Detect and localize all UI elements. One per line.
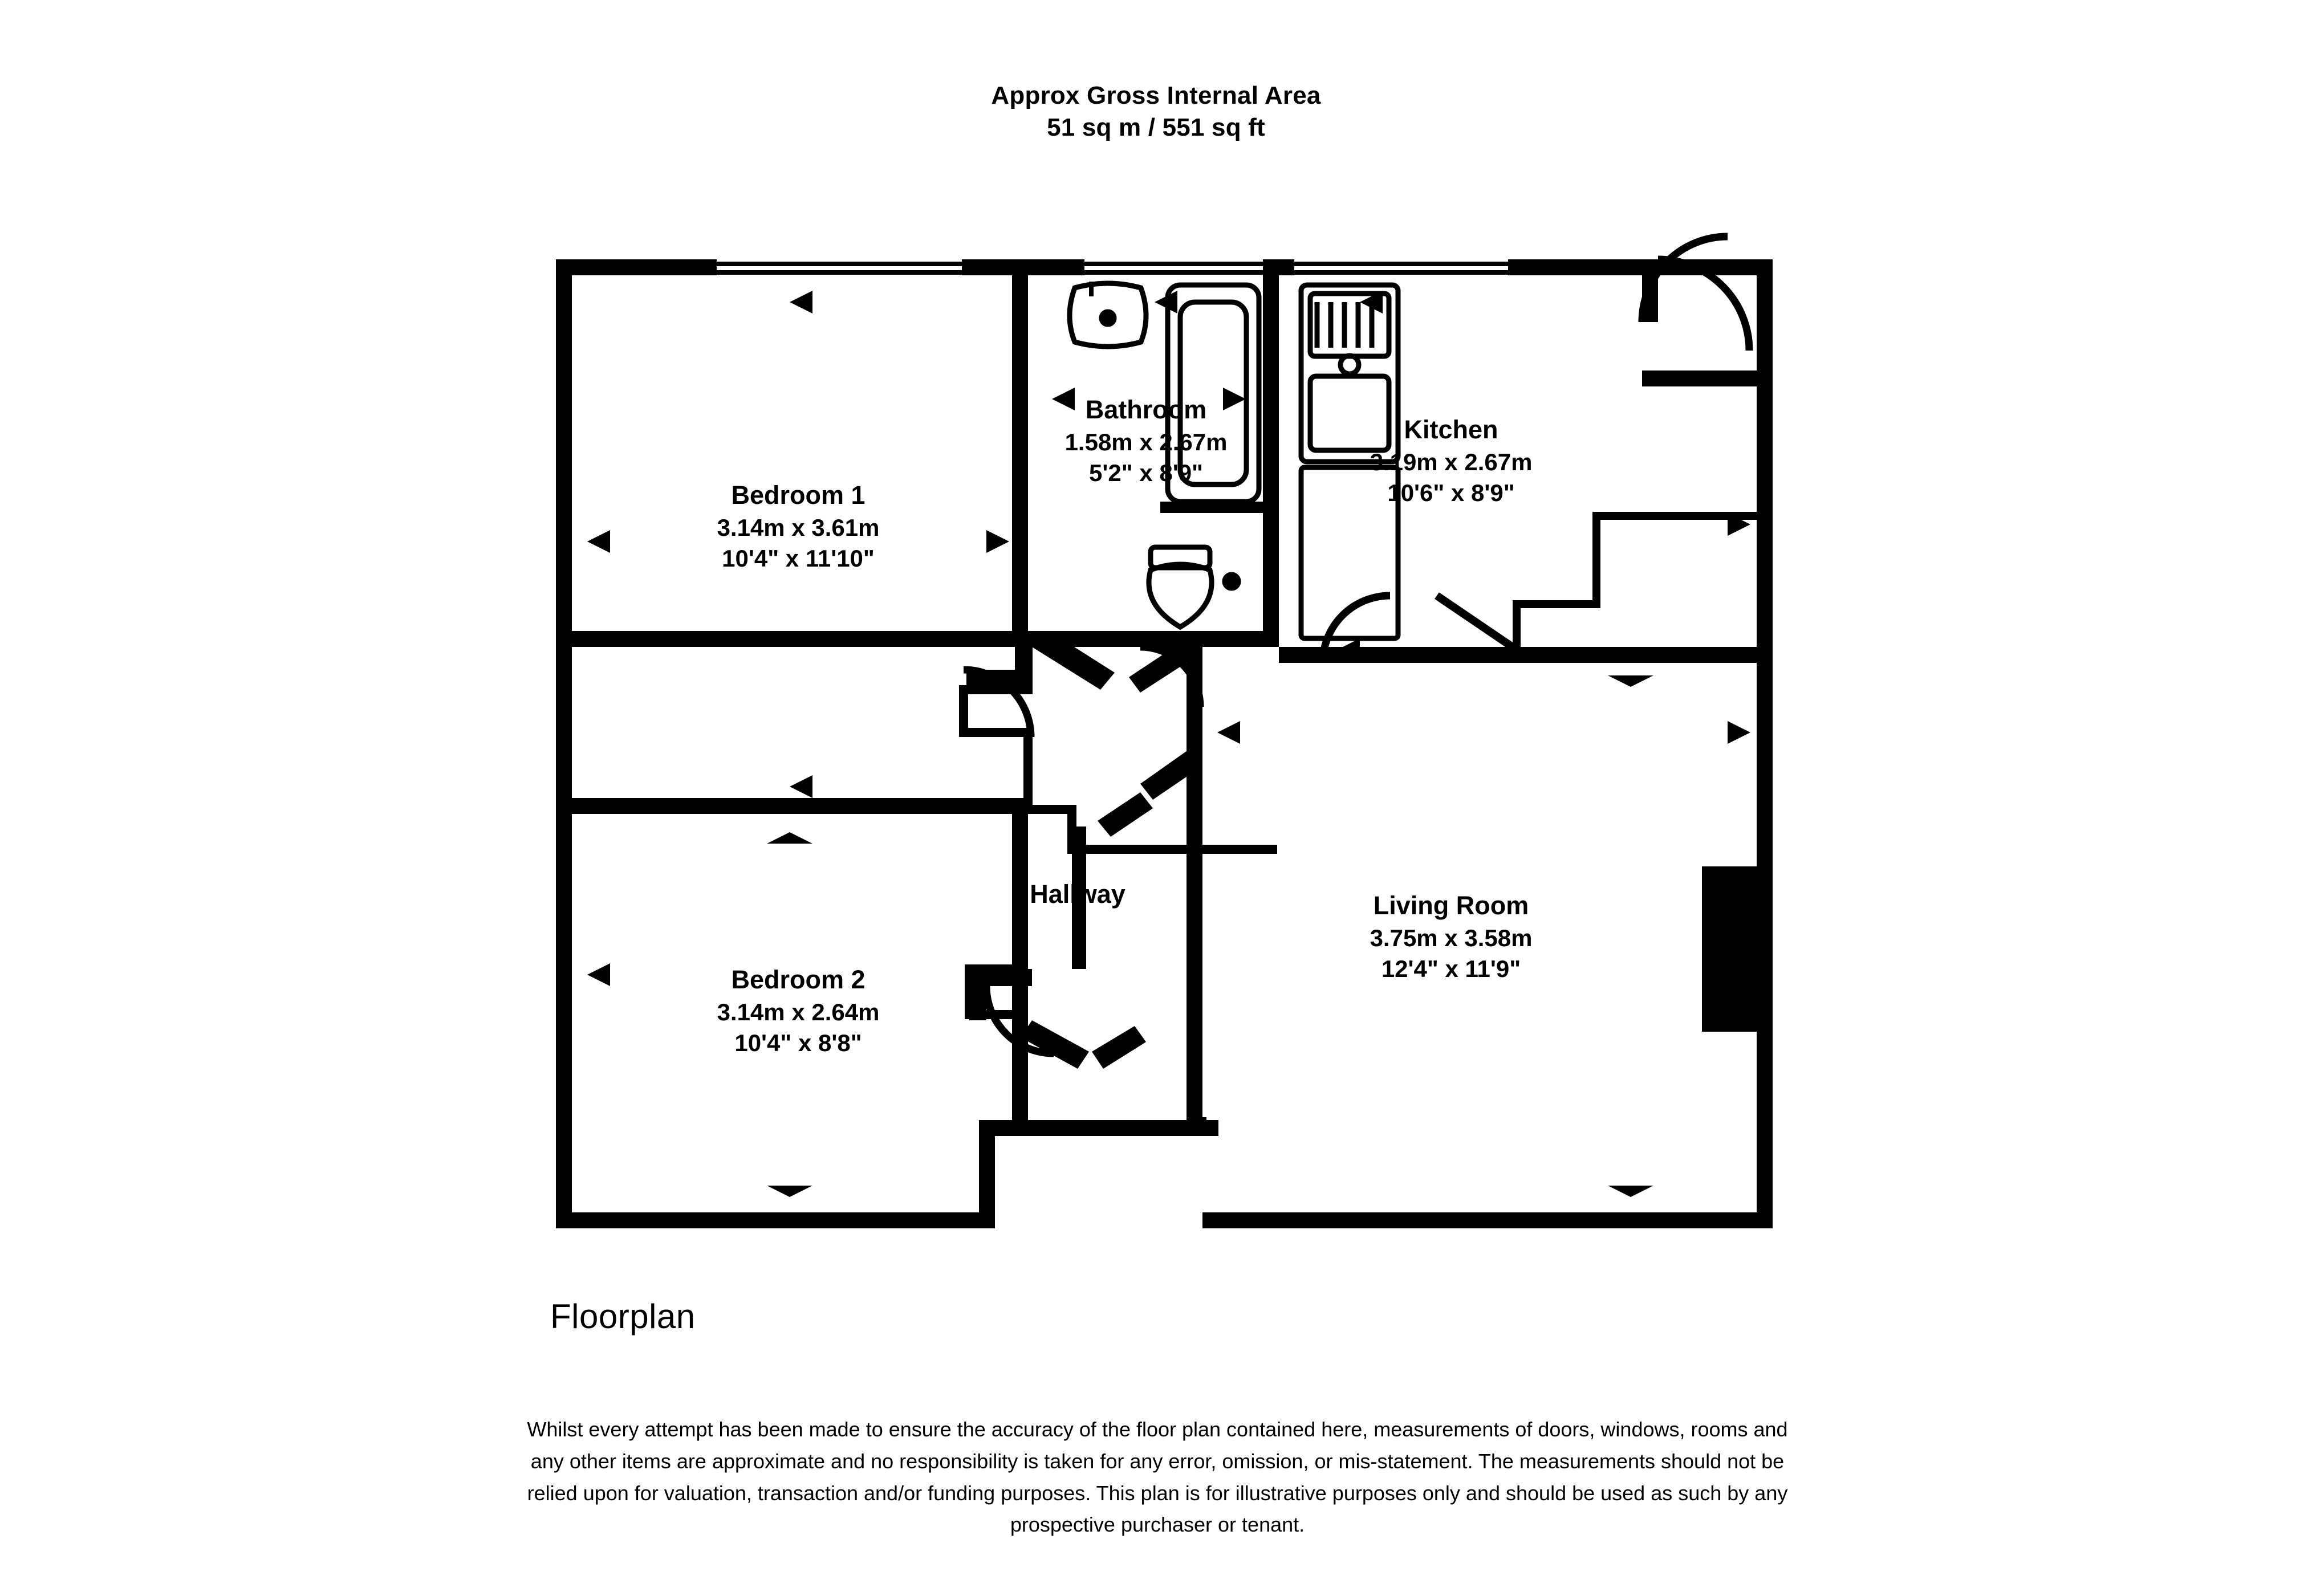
fixture-chimney-block bbox=[1702, 866, 1773, 1032]
arrow-living-top bbox=[1608, 675, 1653, 687]
hallway-wall-se-angle bbox=[1098, 792, 1153, 837]
arrow-bedroom2-bottom bbox=[767, 1186, 812, 1197]
room-label-hallway bbox=[964, 878, 1192, 911]
disclaimer-line-4: prospective purchaser or tenant. bbox=[1010, 1513, 1305, 1537]
room-label-bedroom1 bbox=[621, 479, 975, 575]
wall-bedroom2-right bbox=[1012, 798, 1028, 1129]
room-label-kitchen bbox=[1280, 413, 1622, 509]
room-dim-imperial-livingroom: 12'4" x 11'9" bbox=[1381, 955, 1521, 983]
thin-wall-group bbox=[1202, 516, 1757, 1136]
room-label-livingroom bbox=[1203, 889, 1699, 985]
fixture-toilet-button bbox=[1225, 575, 1238, 588]
room-name-hallway: Hallway bbox=[1030, 880, 1125, 909]
window-bathroom-top-b bbox=[1084, 270, 1271, 275]
gia-line-1: Approx Gross Internal Area bbox=[991, 82, 1321, 109]
arrow-living-bottom bbox=[1608, 1186, 1653, 1197]
wall-exterior-top-left bbox=[556, 259, 717, 275]
gia-line-2: 51 sq m / 551 sq ft bbox=[1047, 113, 1265, 142]
disclaimer-line-1: Whilst every attempt has been made to ensure the accuracy of the floor plan contained here, measurements of doors, windows, rooms and bbox=[527, 1418, 1788, 1441]
fixture-basin-tap bbox=[1091, 284, 1103, 296]
window-kitchen-top-b bbox=[1294, 270, 1508, 275]
wall-exterior-right bbox=[1757, 259, 1773, 1228]
room-dim-metric-bathroom: 1.58m x 2.67m bbox=[1064, 428, 1228, 455]
window-bathroom-top bbox=[1084, 262, 1271, 266]
wall-exterior-top-right bbox=[1508, 259, 1773, 275]
disclaimer-line-3: relied upon for valuation, transaction and/or funding purposes. This plan is for illustrative purposes only and should be used as such by any bbox=[527, 1481, 1788, 1505]
window-bedroom2-bottom bbox=[710, 1215, 850, 1219]
floorplan-title: Floorplan bbox=[550, 1297, 696, 1336]
wall-bedroom1-bottom bbox=[572, 631, 1028, 647]
wall-hall-bottom-step bbox=[979, 1120, 995, 1228]
arrow-bedroom1-bottom bbox=[790, 775, 812, 798]
wall-porch-bottom bbox=[1642, 370, 1773, 386]
window-bedroom1-top-b bbox=[717, 270, 962, 275]
wall-exterior-left bbox=[556, 259, 572, 1228]
arrow-bedroom1-top bbox=[790, 291, 812, 314]
room-dim-imperial-bathroom: 5'2" x 8'9" bbox=[1089, 459, 1203, 487]
window-kitchen-top bbox=[1294, 262, 1508, 266]
window-bedroom1-top bbox=[717, 262, 962, 266]
room-dim-metric-bedroom1: 3.14m x 3.61m bbox=[717, 514, 880, 541]
arrow-living-right bbox=[1728, 721, 1750, 744]
arrow-bedroom1-right bbox=[986, 530, 1009, 553]
window-living-bottom bbox=[1380, 1215, 1625, 1219]
arrow-bedroom1-left bbox=[587, 530, 610, 553]
disclaimer-line-2: any other items are approximate and no responsibility is taken for any error, omission, or mis-statement. The measurements should not be bbox=[530, 1449, 1785, 1473]
wall-bedroom2-top bbox=[572, 798, 1028, 814]
hallway-wall-s-angle2 bbox=[1092, 1026, 1146, 1069]
disclaimer-text bbox=[257, 1414, 2058, 1541]
kitchen-counter-outline bbox=[1517, 516, 1757, 650]
room-name-bedroom1: Bedroom 1 bbox=[731, 481, 866, 510]
hallway-wall-s-angle bbox=[1021, 1020, 1089, 1069]
room-dim-metric-kitchen: 3.19m x 2.67m bbox=[1370, 448, 1533, 475]
arrow-living-left bbox=[1217, 721, 1240, 744]
room-label-bedroom2 bbox=[621, 963, 975, 1059]
window-living-bottom-b bbox=[1380, 1223, 1625, 1228]
fixture-basin-drain bbox=[1102, 312, 1114, 324]
room-dim-imperial-bedroom2: 10'4" x 8'8" bbox=[734, 1029, 862, 1057]
room-dim-imperial-bedroom1: 10'4" x 11'10" bbox=[722, 545, 875, 572]
window-bedroom2-bottom-b bbox=[710, 1223, 850, 1228]
room-dim-metric-livingroom: 3.75m x 3.58m bbox=[1370, 924, 1533, 951]
room-name-livingroom: Living Room bbox=[1373, 891, 1529, 920]
room-dim-imperial-kitchen: 10'6" x 8'9" bbox=[1387, 479, 1515, 507]
fixture-toilet-bowl bbox=[1149, 564, 1212, 627]
room-name-kitchen: Kitchen bbox=[1404, 415, 1498, 444]
room-label-bathroom bbox=[1003, 393, 1289, 489]
arrow-bedroom2-left bbox=[587, 963, 610, 986]
wall-kitchen-angle bbox=[1437, 596, 1517, 650]
room-dim-metric-bedroom2: 3.14m x 2.64m bbox=[717, 998, 880, 1025]
room-name-bedroom2: Bedroom 2 bbox=[731, 965, 866, 994]
arrow-bedroom2-top bbox=[767, 832, 812, 844]
room-name-bathroom: Bathroom bbox=[1085, 395, 1207, 424]
hallway-wall-e-angle bbox=[1140, 750, 1189, 800]
